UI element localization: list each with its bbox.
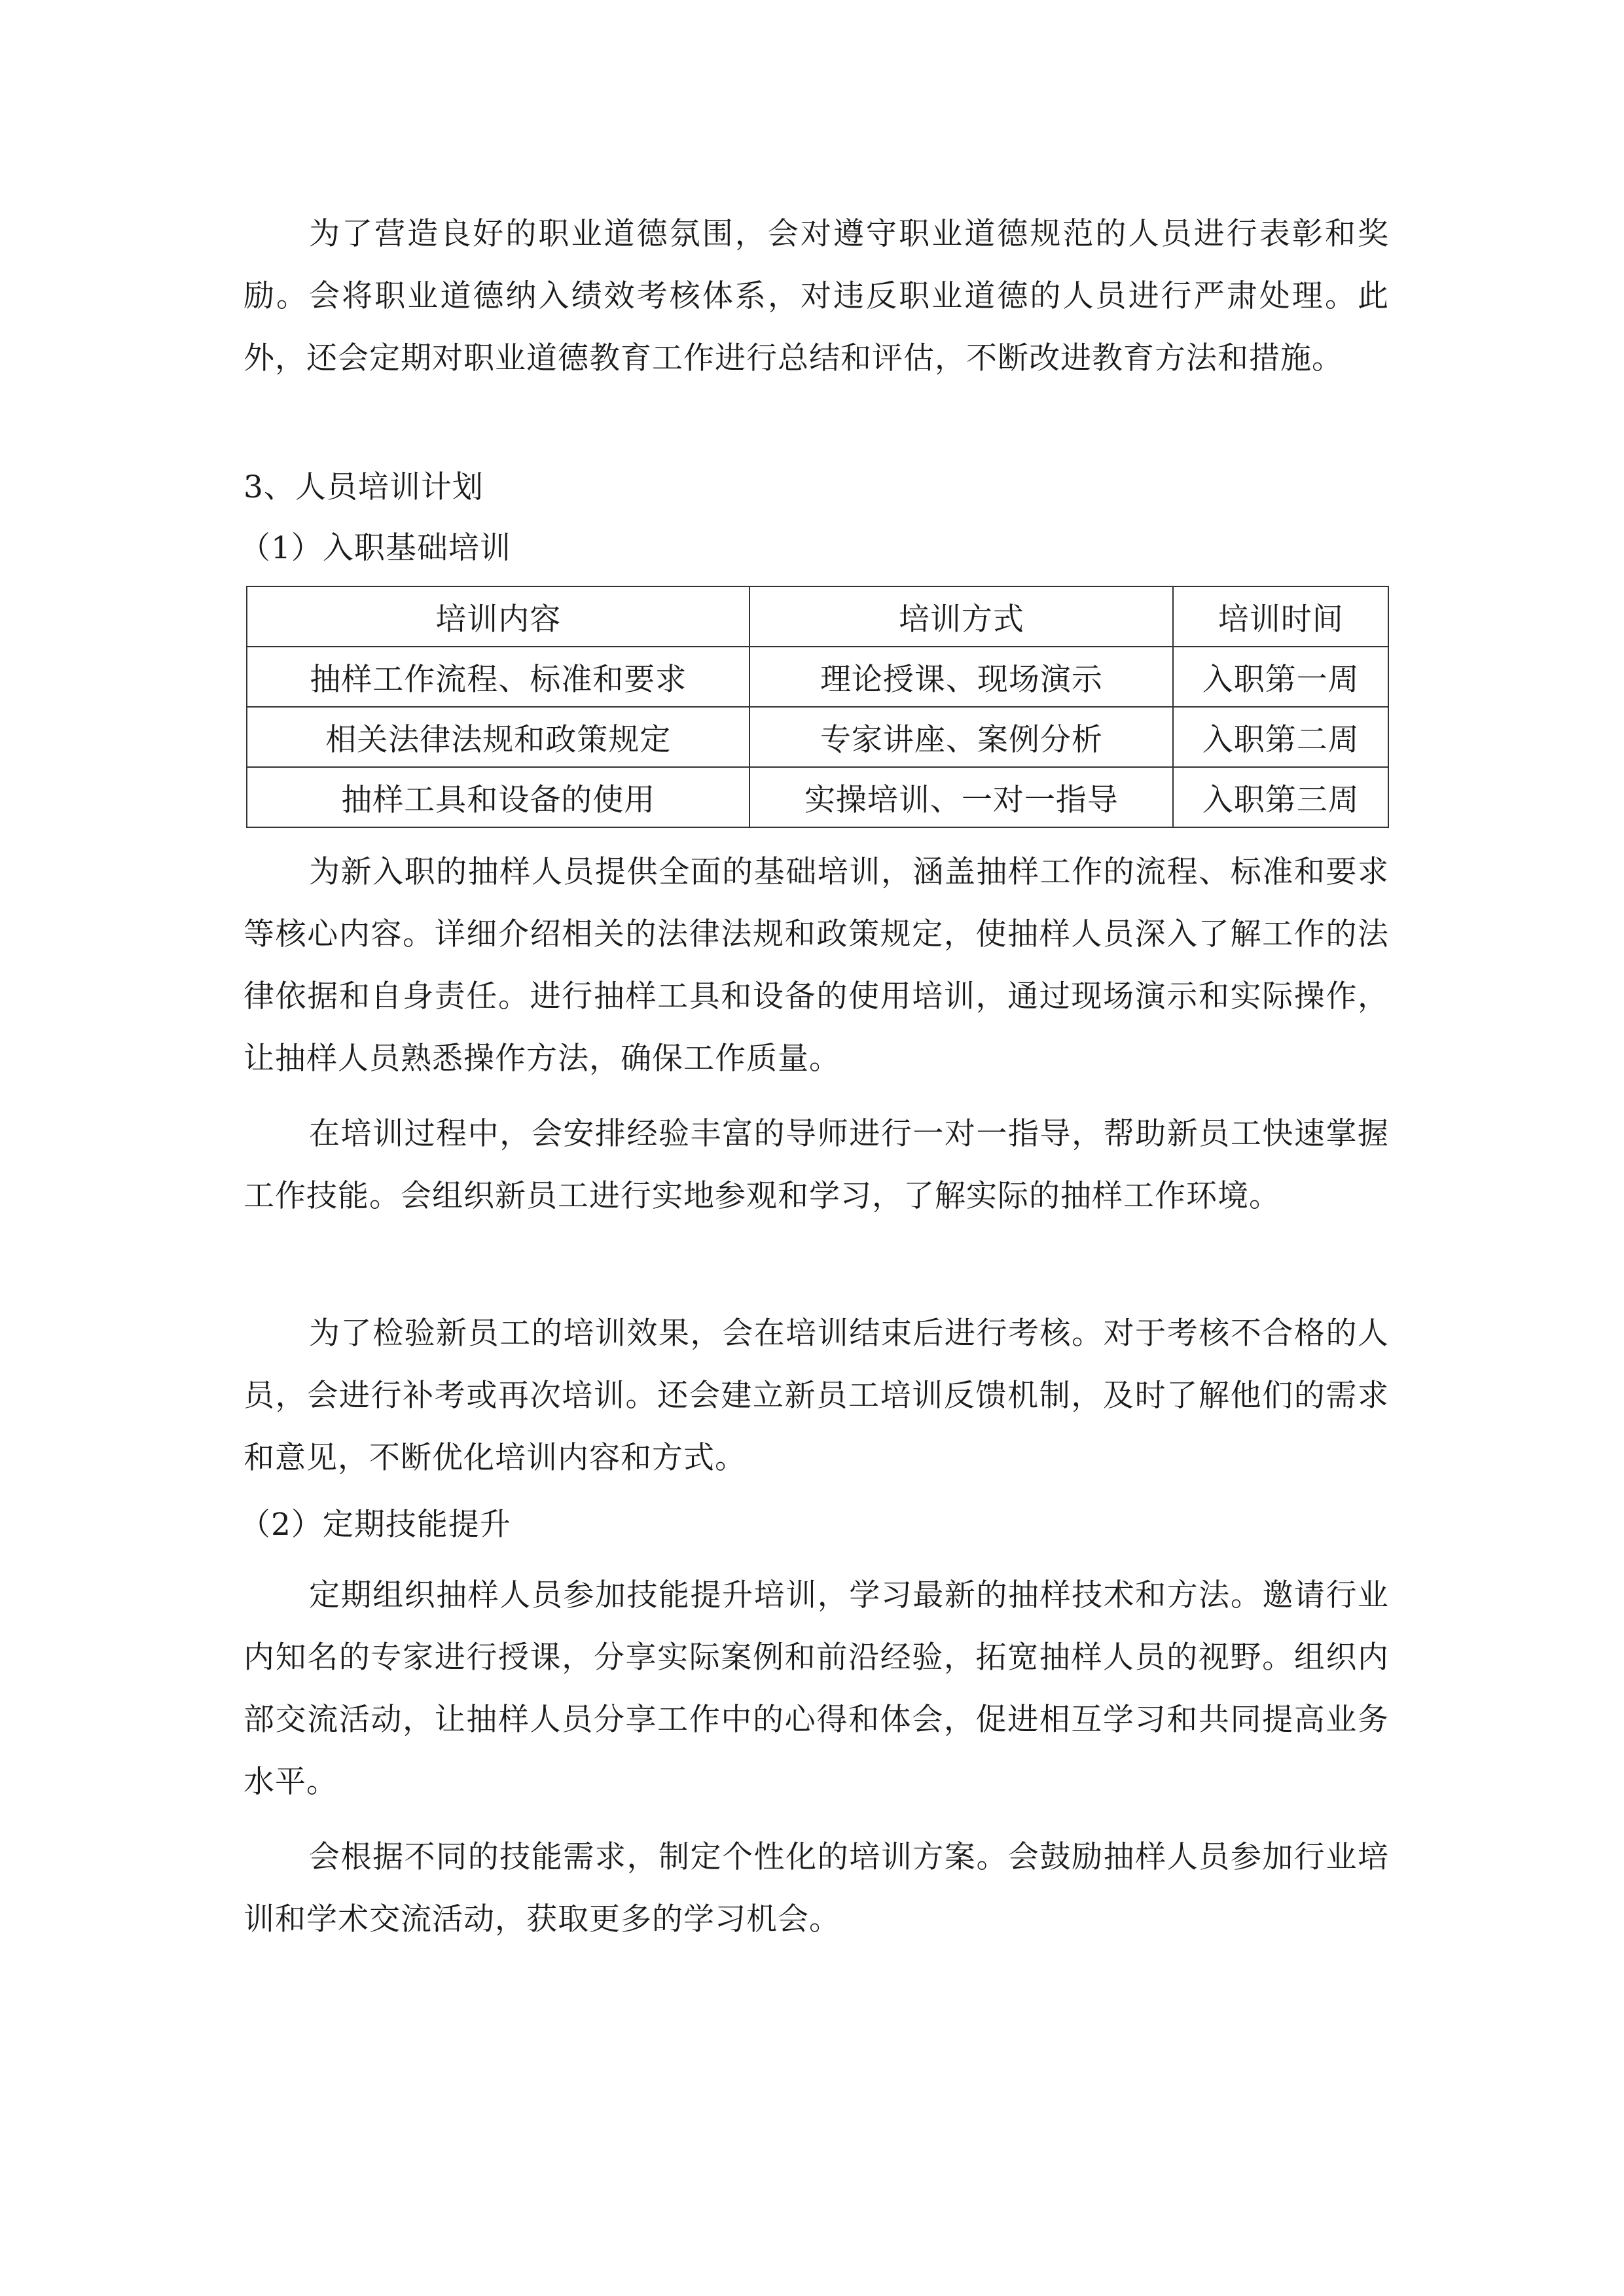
- table-cell: 专家讲座、案例分析: [749, 707, 1173, 767]
- paragraph-mentoring: 在培训过程中，会安排经验丰富的导师进行一对一指导，帮助新员工快速掌握工作技能。会组织新员工进行实地参观和学习，了解实际的抽样工作环境。: [244, 1116, 1389, 1214]
- table-cell: 入职第三周: [1173, 767, 1388, 827]
- table-cell: 抽样工作流程、标准和要求: [247, 647, 749, 707]
- table-cell: 实操培训、一对一指导: [749, 767, 1173, 827]
- paragraph-ethics-rewards: 为了营造良好的职业道德氛围，会对遵守职业道德规范的人员进行表彰和奖励。会将职业道德纳入绩效考核体系，对违反职业道德的人员进行严肃处理。此外，还会定期对职业道德教育工作进行总结和评估，不断改进教育方法和措施。: [244, 216, 1389, 376]
- table-cell: 抽样工具和设备的使用: [247, 767, 749, 827]
- table-header-row: [247, 586, 1388, 647]
- table-row: [247, 767, 1388, 827]
- table-cell: 理论授课、现场演示: [749, 647, 1173, 707]
- paragraph-onboarding-overview: 为新入职的抽样人员提供全面的基础培训，涵盖抽样工作的流程、标准和要求等核心内容。详细介绍相关的法律法规和政策规定，使抽样人员深入了解工作的法律依据和自身责任。进行抽样工具和设备的使用培训，通过现场演示和实际操作，让抽样人员熟悉操作方法，确保工作质量。: [244, 854, 1389, 1077]
- table-header-content: 培训内容: [247, 586, 749, 647]
- table-cell: 入职第一周: [1173, 647, 1388, 707]
- subsection-title-skill-upgrade: （2）定期技能提升: [240, 1507, 511, 1543]
- training-table: [246, 586, 1389, 828]
- table-header-time: 培训时间: [1173, 586, 1388, 647]
- table-row: [247, 707, 1388, 767]
- table-header-method: 培训方式: [749, 586, 1173, 647]
- paragraph-assessment: 为了检验新员工的培训效果，会在培训结束后进行考核。对于考核不合格的人员，会进行补考或再次培训。还会建立新员工培训反馈机制，及时了解他们的需求和意见，不断优化培训内容和方式。: [244, 1316, 1389, 1476]
- section-title-training-plan: 3、人员培训计划: [244, 469, 484, 505]
- paragraph-skill-training: 定期组织抽样人员参加技能提升培训，学习最新的抽样技术和方法。邀请行业内知名的专家进行授课，分享实际案例和前沿经验，拓宽抽样人员的视野。组织内部交流活动，让抽样人员分享工作中的心得和体会，促进相互学习和共同提高业务水平。: [244, 1577, 1389, 1800]
- paragraph-personalized-plan: 会根据不同的技能需求，制定个性化的培训方案。会鼓励抽样人员参加行业培训和学术交流活动，获取更多的学习机会。: [244, 1839, 1389, 1937]
- table-cell: 相关法律法规和政策规定: [247, 707, 749, 767]
- table-row: [247, 647, 1388, 707]
- subsection-title-onboarding: （1）入职基础培训: [240, 530, 511, 566]
- table-cell: 入职第二周: [1173, 707, 1388, 767]
